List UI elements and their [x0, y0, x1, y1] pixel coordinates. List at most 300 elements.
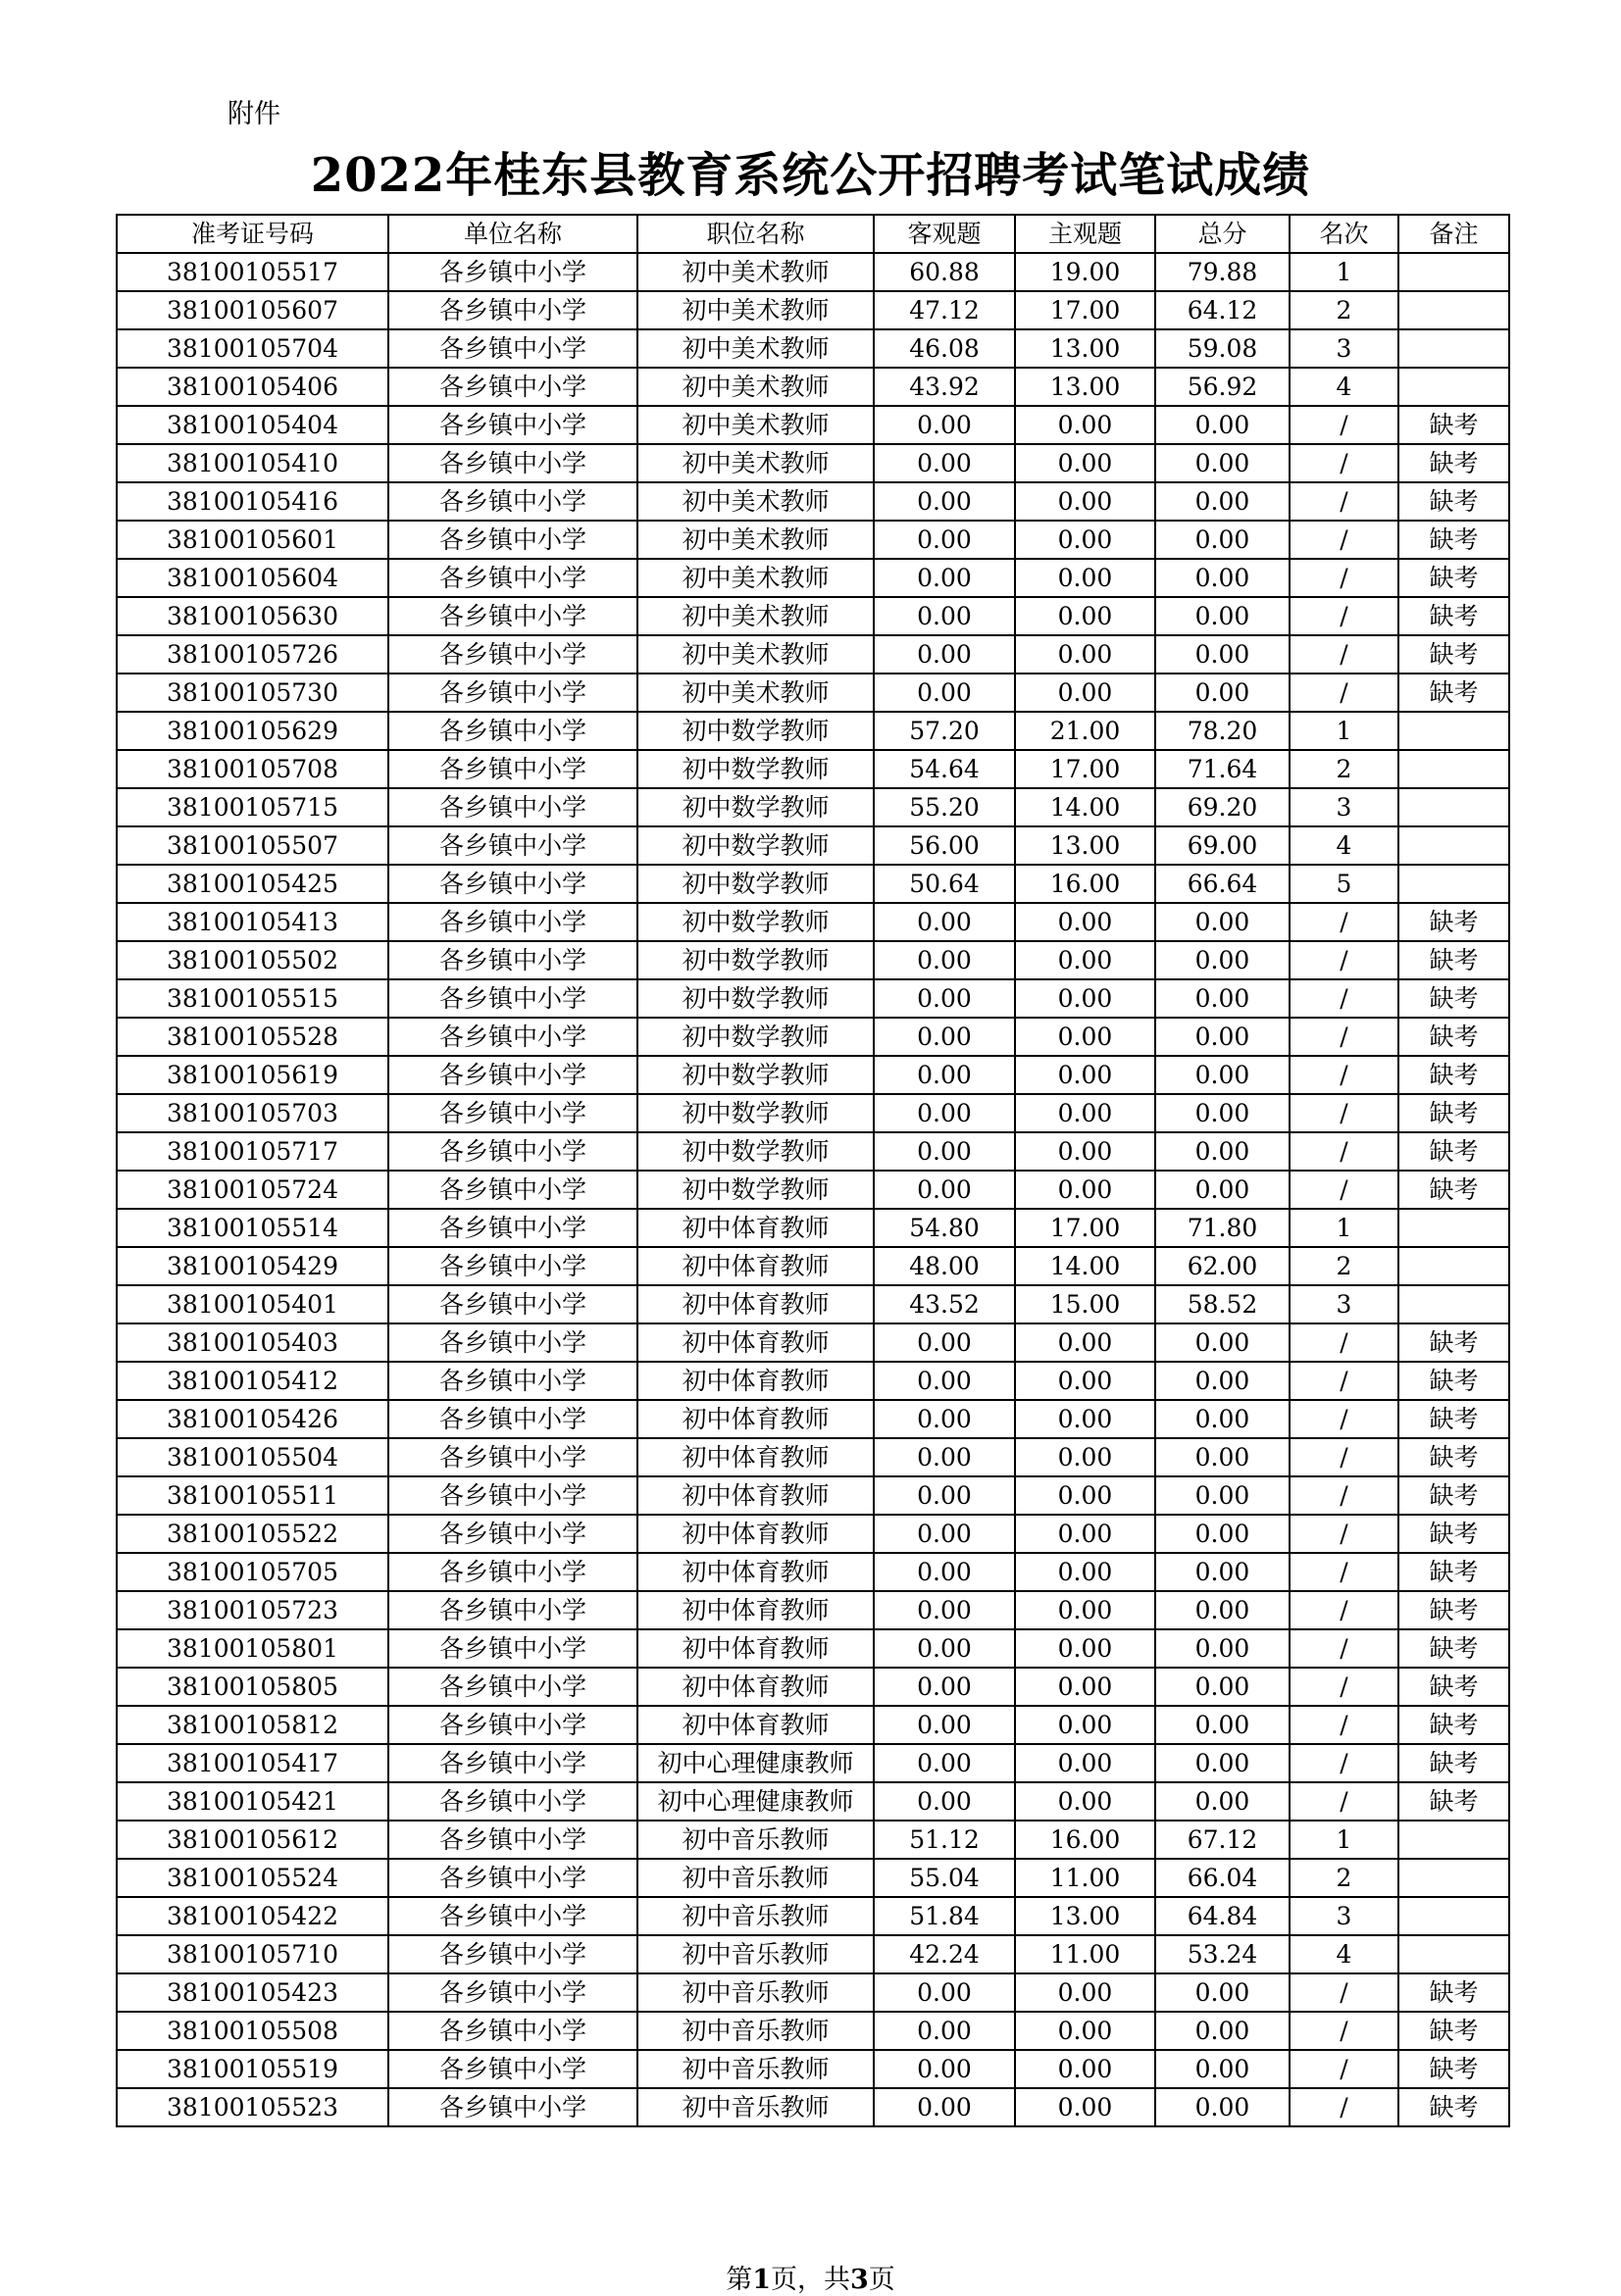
- rank-cell: /: [1290, 1400, 1398, 1438]
- remark-cell: 缺考: [1398, 1362, 1509, 1400]
- footer-middle: 页，共: [771, 2265, 850, 2295]
- table-row: [117, 1018, 1509, 1056]
- remark-cell: 缺考: [1398, 1323, 1509, 1362]
- total-score-cell: 67.12: [1155, 1821, 1290, 1859]
- header-position: 职位名称: [637, 215, 874, 253]
- remark-cell: [1398, 1209, 1509, 1247]
- unit-cell: 各乡镇中小学: [388, 1859, 637, 1897]
- objective-score-cell: 0.00: [874, 1553, 1015, 1591]
- objective-score-cell: 46.08: [874, 329, 1015, 368]
- unit-cell: 各乡镇中小学: [388, 1935, 637, 1973]
- total-score-cell: 71.64: [1155, 750, 1290, 788]
- remark-cell: 缺考: [1398, 1171, 1509, 1209]
- rank-cell: /: [1290, 482, 1398, 521]
- table-row: [117, 1515, 1509, 1553]
- exam-id-cell: 38100105406: [117, 368, 388, 406]
- exam-id-cell: 38100105601: [117, 521, 388, 559]
- table-row: [117, 406, 1509, 444]
- objective-score-cell: 0.00: [874, 1629, 1015, 1668]
- remark-cell: [1398, 253, 1509, 291]
- total-score-cell: 78.20: [1155, 712, 1290, 750]
- position-cell: 初中体育教师: [637, 1438, 874, 1476]
- rank-cell: /: [1290, 1706, 1398, 1744]
- subjective-score-cell: 11.00: [1015, 1935, 1155, 1973]
- subjective-score-cell: 13.00: [1015, 329, 1155, 368]
- rank-cell: /: [1290, 2088, 1398, 2126]
- total-score-cell: 69.00: [1155, 826, 1290, 865]
- table-row: [117, 750, 1509, 788]
- unit-cell: 各乡镇中小学: [388, 406, 637, 444]
- table-row: [117, 444, 1509, 482]
- remark-cell: 缺考: [1398, 597, 1509, 635]
- unit-cell: 各乡镇中小学: [388, 788, 637, 826]
- unit-cell: 各乡镇中小学: [388, 635, 637, 674]
- position-cell: 初中美术教师: [637, 482, 874, 521]
- remark-cell: 缺考: [1398, 1400, 1509, 1438]
- remark-cell: 缺考: [1398, 635, 1509, 674]
- table-row: [117, 1821, 1509, 1859]
- rank-cell: 1: [1290, 253, 1398, 291]
- rank-cell: /: [1290, 1591, 1398, 1629]
- footer-suffix: 页: [868, 2265, 895, 2295]
- total-score-cell: 0.00: [1155, 1782, 1290, 1821]
- total-score-cell: 0.00: [1155, 1706, 1290, 1744]
- table-row: [117, 1859, 1509, 1897]
- rank-cell: 2: [1290, 750, 1398, 788]
- subjective-score-cell: 0.00: [1015, 1973, 1155, 2012]
- table-row: [117, 1782, 1509, 1821]
- position-cell: 初中音乐教师: [637, 2088, 874, 2126]
- total-score-cell: 0.00: [1155, 1973, 1290, 2012]
- total-score-cell: 0.00: [1155, 597, 1290, 635]
- table-row: [117, 2088, 1509, 2126]
- position-cell: 初中数学教师: [637, 903, 874, 941]
- rank-cell: /: [1290, 1438, 1398, 1476]
- rank-cell: 3: [1290, 788, 1398, 826]
- table-row: [117, 1476, 1509, 1515]
- exam-id-cell: 38100105730: [117, 674, 388, 712]
- unit-cell: 各乡镇中小学: [388, 1591, 637, 1629]
- exam-id-cell: 38100105528: [117, 1018, 388, 1056]
- remark-cell: 缺考: [1398, 2050, 1509, 2088]
- table-row: [117, 482, 1509, 521]
- exam-id-cell: 38100105805: [117, 1668, 388, 1706]
- exam-id-cell: 38100105724: [117, 1171, 388, 1209]
- objective-score-cell: 0.00: [874, 979, 1015, 1018]
- rank-cell: 2: [1290, 1247, 1398, 1285]
- remark-cell: [1398, 368, 1509, 406]
- objective-score-cell: 51.84: [874, 1897, 1015, 1935]
- subjective-score-cell: 13.00: [1015, 368, 1155, 406]
- unit-cell: 各乡镇中小学: [388, 903, 637, 941]
- attachment-label: 附件: [228, 99, 280, 129]
- header-exam-id: 准考证号码: [117, 215, 388, 253]
- exam-id-cell: 38100105504: [117, 1438, 388, 1476]
- subjective-score-cell: 15.00: [1015, 1285, 1155, 1323]
- total-score-cell: 79.88: [1155, 253, 1290, 291]
- total-score-cell: 0.00: [1155, 2050, 1290, 2088]
- remark-cell: 缺考: [1398, 941, 1509, 979]
- exam-id-cell: 38100105523: [117, 2088, 388, 2126]
- objective-score-cell: 55.04: [874, 1859, 1015, 1897]
- unit-cell: 各乡镇中小学: [388, 1438, 637, 1476]
- subjective-score-cell: 0.00: [1015, 1400, 1155, 1438]
- rank-cell: /: [1290, 979, 1398, 1018]
- exam-id-cell: 38100105705: [117, 1553, 388, 1591]
- exam-id-cell: 38100105403: [117, 1323, 388, 1362]
- header-unit: 单位名称: [388, 215, 637, 253]
- table-row: [117, 1591, 1509, 1629]
- unit-cell: 各乡镇中小学: [388, 1476, 637, 1515]
- remark-cell: 缺考: [1398, 1438, 1509, 1476]
- exam-id-cell: 38100105429: [117, 1247, 388, 1285]
- table-row: [117, 712, 1509, 750]
- exam-id-cell: 38100105511: [117, 1476, 388, 1515]
- exam-id-cell: 38100105801: [117, 1629, 388, 1668]
- remark-cell: 缺考: [1398, 482, 1509, 521]
- table-row: [117, 674, 1509, 712]
- table-row: [117, 941, 1509, 979]
- subjective-score-cell: 0.00: [1015, 597, 1155, 635]
- exam-id-cell: 38100105508: [117, 2012, 388, 2050]
- subjective-score-cell: 14.00: [1015, 1247, 1155, 1285]
- position-cell: 初中音乐教师: [637, 1897, 874, 1935]
- rank-cell: 3: [1290, 329, 1398, 368]
- rank-cell: /: [1290, 406, 1398, 444]
- table-row: [117, 1668, 1509, 1706]
- remark-cell: 缺考: [1398, 1629, 1509, 1668]
- unit-cell: 各乡镇中小学: [388, 291, 637, 329]
- subjective-score-cell: 16.00: [1015, 1821, 1155, 1859]
- rank-cell: /: [1290, 1744, 1398, 1782]
- subjective-score-cell: 11.00: [1015, 1859, 1155, 1897]
- total-score-cell: 0.00: [1155, 559, 1290, 597]
- subjective-score-cell: 0.00: [1015, 1438, 1155, 1476]
- exam-id-cell: 38100105629: [117, 712, 388, 750]
- subjective-score-cell: 14.00: [1015, 788, 1155, 826]
- rank-cell: /: [1290, 2050, 1398, 2088]
- remark-cell: 缺考: [1398, 979, 1509, 1018]
- position-cell: 初中数学教师: [637, 979, 874, 1018]
- objective-score-cell: 0.00: [874, 1706, 1015, 1744]
- position-cell: 初中美术教师: [637, 597, 874, 635]
- table-row: [117, 635, 1509, 674]
- position-cell: 初中美术教师: [637, 635, 874, 674]
- objective-score-cell: 0.00: [874, 674, 1015, 712]
- position-cell: 初中数学教师: [637, 865, 874, 903]
- position-cell: 初中美术教师: [637, 368, 874, 406]
- unit-cell: 各乡镇中小学: [388, 1629, 637, 1668]
- unit-cell: 各乡镇中小学: [388, 1171, 637, 1209]
- objective-score-cell: 0.00: [874, 1515, 1015, 1553]
- unit-cell: 各乡镇中小学: [388, 1400, 637, 1438]
- subjective-score-cell: 0.00: [1015, 1744, 1155, 1782]
- page-footer: [0, 2258, 1621, 2296]
- current-page-number: 1: [752, 2265, 771, 2295]
- exam-id-cell: 38100105703: [117, 1094, 388, 1132]
- objective-score-cell: 0.00: [874, 903, 1015, 941]
- remark-cell: [1398, 1247, 1509, 1285]
- subjective-score-cell: 0.00: [1015, 674, 1155, 712]
- unit-cell: 各乡镇中小学: [388, 482, 637, 521]
- total-score-cell: 0.00: [1155, 1400, 1290, 1438]
- unit-cell: 各乡镇中小学: [388, 826, 637, 865]
- subjective-score-cell: 0.00: [1015, 1782, 1155, 1821]
- unit-cell: 各乡镇中小学: [388, 329, 637, 368]
- table-row: [117, 521, 1509, 559]
- rank-cell: /: [1290, 674, 1398, 712]
- remark-cell: [1398, 750, 1509, 788]
- header-remark: 备注: [1398, 215, 1509, 253]
- rank-cell: /: [1290, 1171, 1398, 1209]
- total-score-cell: 64.84: [1155, 1897, 1290, 1935]
- rank-cell: 4: [1290, 826, 1398, 865]
- total-score-cell: 0.00: [1155, 1132, 1290, 1171]
- objective-score-cell: 0.00: [874, 635, 1015, 674]
- exam-id-cell: 38100105612: [117, 1821, 388, 1859]
- unit-cell: 各乡镇中小学: [388, 1553, 637, 1591]
- total-score-cell: 56.92: [1155, 368, 1290, 406]
- total-score-cell: 0.00: [1155, 521, 1290, 559]
- remark-cell: [1398, 788, 1509, 826]
- subjective-score-cell: 0.00: [1015, 1668, 1155, 1706]
- total-score-cell: 0.00: [1155, 1171, 1290, 1209]
- total-score-cell: 0.00: [1155, 941, 1290, 979]
- objective-score-cell: 0.00: [874, 559, 1015, 597]
- unit-cell: 各乡镇中小学: [388, 1132, 637, 1171]
- subjective-score-cell: 0.00: [1015, 1591, 1155, 1629]
- position-cell: 初中体育教师: [637, 1553, 874, 1591]
- exam-id-cell: 38100105515: [117, 979, 388, 1018]
- remark-cell: 缺考: [1398, 1744, 1509, 1782]
- total-score-cell: 62.00: [1155, 1247, 1290, 1285]
- rank-cell: /: [1290, 635, 1398, 674]
- position-cell: 初中美术教师: [637, 406, 874, 444]
- objective-score-cell: 0.00: [874, 1400, 1015, 1438]
- position-cell: 初中音乐教师: [637, 1821, 874, 1859]
- objective-score-cell: 0.00: [874, 1476, 1015, 1515]
- unit-cell: 各乡镇中小学: [388, 712, 637, 750]
- rank-cell: 5: [1290, 865, 1398, 903]
- unit-cell: 各乡镇中小学: [388, 1668, 637, 1706]
- table-row: [117, 1629, 1509, 1668]
- total-score-cell: 0.00: [1155, 1744, 1290, 1782]
- unit-cell: 各乡镇中小学: [388, 368, 637, 406]
- table-row: [117, 1171, 1509, 1209]
- rank-cell: /: [1290, 444, 1398, 482]
- objective-score-cell: 55.20: [874, 788, 1015, 826]
- position-cell: 初中音乐教师: [637, 1973, 874, 2012]
- objective-score-cell: 0.00: [874, 941, 1015, 979]
- exam-id-cell: 38100105812: [117, 1706, 388, 1744]
- remark-cell: 缺考: [1398, 1706, 1509, 1744]
- remark-cell: 缺考: [1398, 1132, 1509, 1171]
- unit-cell: 各乡镇中小学: [388, 674, 637, 712]
- subjective-score-cell: 17.00: [1015, 750, 1155, 788]
- position-cell: 初中数学教师: [637, 826, 874, 865]
- objective-score-cell: 0.00: [874, 1094, 1015, 1132]
- unit-cell: 各乡镇中小学: [388, 444, 637, 482]
- position-cell: 初中数学教师: [637, 712, 874, 750]
- objective-score-cell: 50.64: [874, 865, 1015, 903]
- rank-cell: /: [1290, 1668, 1398, 1706]
- rank-cell: 4: [1290, 368, 1398, 406]
- position-cell: 初中数学教师: [637, 1056, 874, 1094]
- position-cell: 初中音乐教师: [637, 2012, 874, 2050]
- remark-cell: 缺考: [1398, 1973, 1509, 2012]
- exam-id-cell: 38100105726: [117, 635, 388, 674]
- remark-cell: 缺考: [1398, 1018, 1509, 1056]
- remark-cell: 缺考: [1398, 674, 1509, 712]
- position-cell: 初中数学教师: [637, 1094, 874, 1132]
- position-cell: 初中数学教师: [637, 941, 874, 979]
- exam-id-cell: 38100105717: [117, 1132, 388, 1171]
- objective-score-cell: 0.00: [874, 2050, 1015, 2088]
- objective-score-cell: 0.00: [874, 1591, 1015, 1629]
- remark-cell: 缺考: [1398, 903, 1509, 941]
- exam-id-cell: 38100105607: [117, 291, 388, 329]
- rank-cell: /: [1290, 1553, 1398, 1591]
- position-cell: 初中体育教师: [637, 1323, 874, 1362]
- table-row: [117, 1897, 1509, 1935]
- table-row: [117, 1362, 1509, 1400]
- remark-cell: 缺考: [1398, 1476, 1509, 1515]
- remark-cell: [1398, 1285, 1509, 1323]
- total-score-cell: 59.08: [1155, 329, 1290, 368]
- objective-score-cell: 48.00: [874, 1247, 1015, 1285]
- exam-id-cell: 38100105401: [117, 1285, 388, 1323]
- unit-cell: 各乡镇中小学: [388, 559, 637, 597]
- exam-id-cell: 38100105412: [117, 1362, 388, 1400]
- subjective-score-cell: 19.00: [1015, 253, 1155, 291]
- objective-score-cell: 0.00: [874, 1323, 1015, 1362]
- exam-id-cell: 38100105524: [117, 1859, 388, 1897]
- total-score-cell: 0.00: [1155, 635, 1290, 674]
- subjective-score-cell: 0.00: [1015, 1515, 1155, 1553]
- total-score-cell: 0.00: [1155, 903, 1290, 941]
- rank-cell: /: [1290, 1323, 1398, 1362]
- total-score-cell: 0.00: [1155, 1438, 1290, 1476]
- unit-cell: 各乡镇中小学: [388, 1821, 637, 1859]
- objective-score-cell: 0.00: [874, 482, 1015, 521]
- position-cell: 初中美术教师: [637, 674, 874, 712]
- unit-cell: 各乡镇中小学: [388, 865, 637, 903]
- subjective-score-cell: 17.00: [1015, 1209, 1155, 1247]
- remark-cell: 缺考: [1398, 1056, 1509, 1094]
- subjective-score-cell: 0.00: [1015, 444, 1155, 482]
- header-total: 总分: [1155, 215, 1290, 253]
- table-row: [117, 368, 1509, 406]
- subjective-score-cell: 0.00: [1015, 1323, 1155, 1362]
- position-cell: 初中体育教师: [637, 1285, 874, 1323]
- exam-id-cell: 38100105425: [117, 865, 388, 903]
- position-cell: 初中体育教师: [637, 1476, 874, 1515]
- objective-score-cell: 0.00: [874, 2012, 1015, 2050]
- exam-id-cell: 38100105704: [117, 329, 388, 368]
- subjective-score-cell: 13.00: [1015, 1897, 1155, 1935]
- footer-prefix: 第: [726, 2265, 753, 2295]
- subjective-score-cell: 0.00: [1015, 521, 1155, 559]
- exam-id-cell: 38100105710: [117, 1935, 388, 1973]
- objective-score-cell: 0.00: [874, 1668, 1015, 1706]
- remark-cell: 缺考: [1398, 444, 1509, 482]
- table-row: [117, 865, 1509, 903]
- remark-cell: 缺考: [1398, 1782, 1509, 1821]
- subjective-score-cell: 0.00: [1015, 1553, 1155, 1591]
- rank-cell: 1: [1290, 712, 1398, 750]
- remark-cell: [1398, 826, 1509, 865]
- rank-cell: 3: [1290, 1285, 1398, 1323]
- unit-cell: 各乡镇中小学: [388, 1706, 637, 1744]
- objective-score-cell: 0.00: [874, 1973, 1015, 2012]
- table-row: [117, 1400, 1509, 1438]
- table-row: [117, 1209, 1509, 1247]
- total-score-cell: 71.80: [1155, 1209, 1290, 1247]
- unit-cell: 各乡镇中小学: [388, 750, 637, 788]
- subjective-score-cell: 0.00: [1015, 635, 1155, 674]
- table-row: [117, 253, 1509, 291]
- remark-cell: [1398, 865, 1509, 903]
- rank-cell: /: [1290, 1132, 1398, 1171]
- remark-cell: 缺考: [1398, 1515, 1509, 1553]
- unit-cell: 各乡镇中小学: [388, 1285, 637, 1323]
- document-title: 2022年桂东县教育系统公开招聘考试笔试成绩: [310, 148, 1311, 203]
- rank-cell: /: [1290, 1515, 1398, 1553]
- total-score-cell: 0.00: [1155, 482, 1290, 521]
- position-cell: 初中美术教师: [637, 329, 874, 368]
- rank-cell: /: [1290, 903, 1398, 941]
- remark-cell: 缺考: [1398, 1668, 1509, 1706]
- rank-cell: /: [1290, 1018, 1398, 1056]
- total-score-cell: 0.00: [1155, 1668, 1290, 1706]
- total-score-cell: 66.04: [1155, 1859, 1290, 1897]
- position-cell: 初中美术教师: [637, 559, 874, 597]
- table-row: [117, 979, 1509, 1018]
- position-cell: 初中美术教师: [637, 253, 874, 291]
- exam-id-cell: 38100105723: [117, 1591, 388, 1629]
- table-row: [117, 329, 1509, 368]
- subjective-score-cell: 0.00: [1015, 1629, 1155, 1668]
- exam-id-cell: 38100105422: [117, 1897, 388, 1935]
- subjective-score-cell: 0.00: [1015, 903, 1155, 941]
- remark-cell: [1398, 1897, 1509, 1935]
- rank-cell: /: [1290, 1476, 1398, 1515]
- total-score-cell: 0.00: [1155, 1018, 1290, 1056]
- objective-score-cell: 0.00: [874, 406, 1015, 444]
- table-row: [117, 1247, 1509, 1285]
- rank-cell: /: [1290, 1782, 1398, 1821]
- position-cell: 初中美术教师: [637, 291, 874, 329]
- remark-cell: 缺考: [1398, 1591, 1509, 1629]
- remark-cell: [1398, 1821, 1509, 1859]
- objective-score-cell: 0.00: [874, 2088, 1015, 2126]
- exam-id-cell: 38100105514: [117, 1209, 388, 1247]
- total-score-cell: 69.20: [1155, 788, 1290, 826]
- remark-cell: 缺考: [1398, 1094, 1509, 1132]
- subjective-score-cell: 17.00: [1015, 291, 1155, 329]
- objective-score-cell: 43.52: [874, 1285, 1015, 1323]
- rank-cell: 3: [1290, 1897, 1398, 1935]
- rank-cell: /: [1290, 941, 1398, 979]
- objective-score-cell: 0.00: [874, 1056, 1015, 1094]
- table-row: [117, 1056, 1509, 1094]
- position-cell: 初中体育教师: [637, 1706, 874, 1744]
- unit-cell: 各乡镇中小学: [388, 1209, 637, 1247]
- exam-id-cell: 38100105708: [117, 750, 388, 788]
- rank-cell: /: [1290, 1629, 1398, 1668]
- unit-cell: 各乡镇中小学: [388, 1094, 637, 1132]
- exam-id-cell: 38100105426: [117, 1400, 388, 1438]
